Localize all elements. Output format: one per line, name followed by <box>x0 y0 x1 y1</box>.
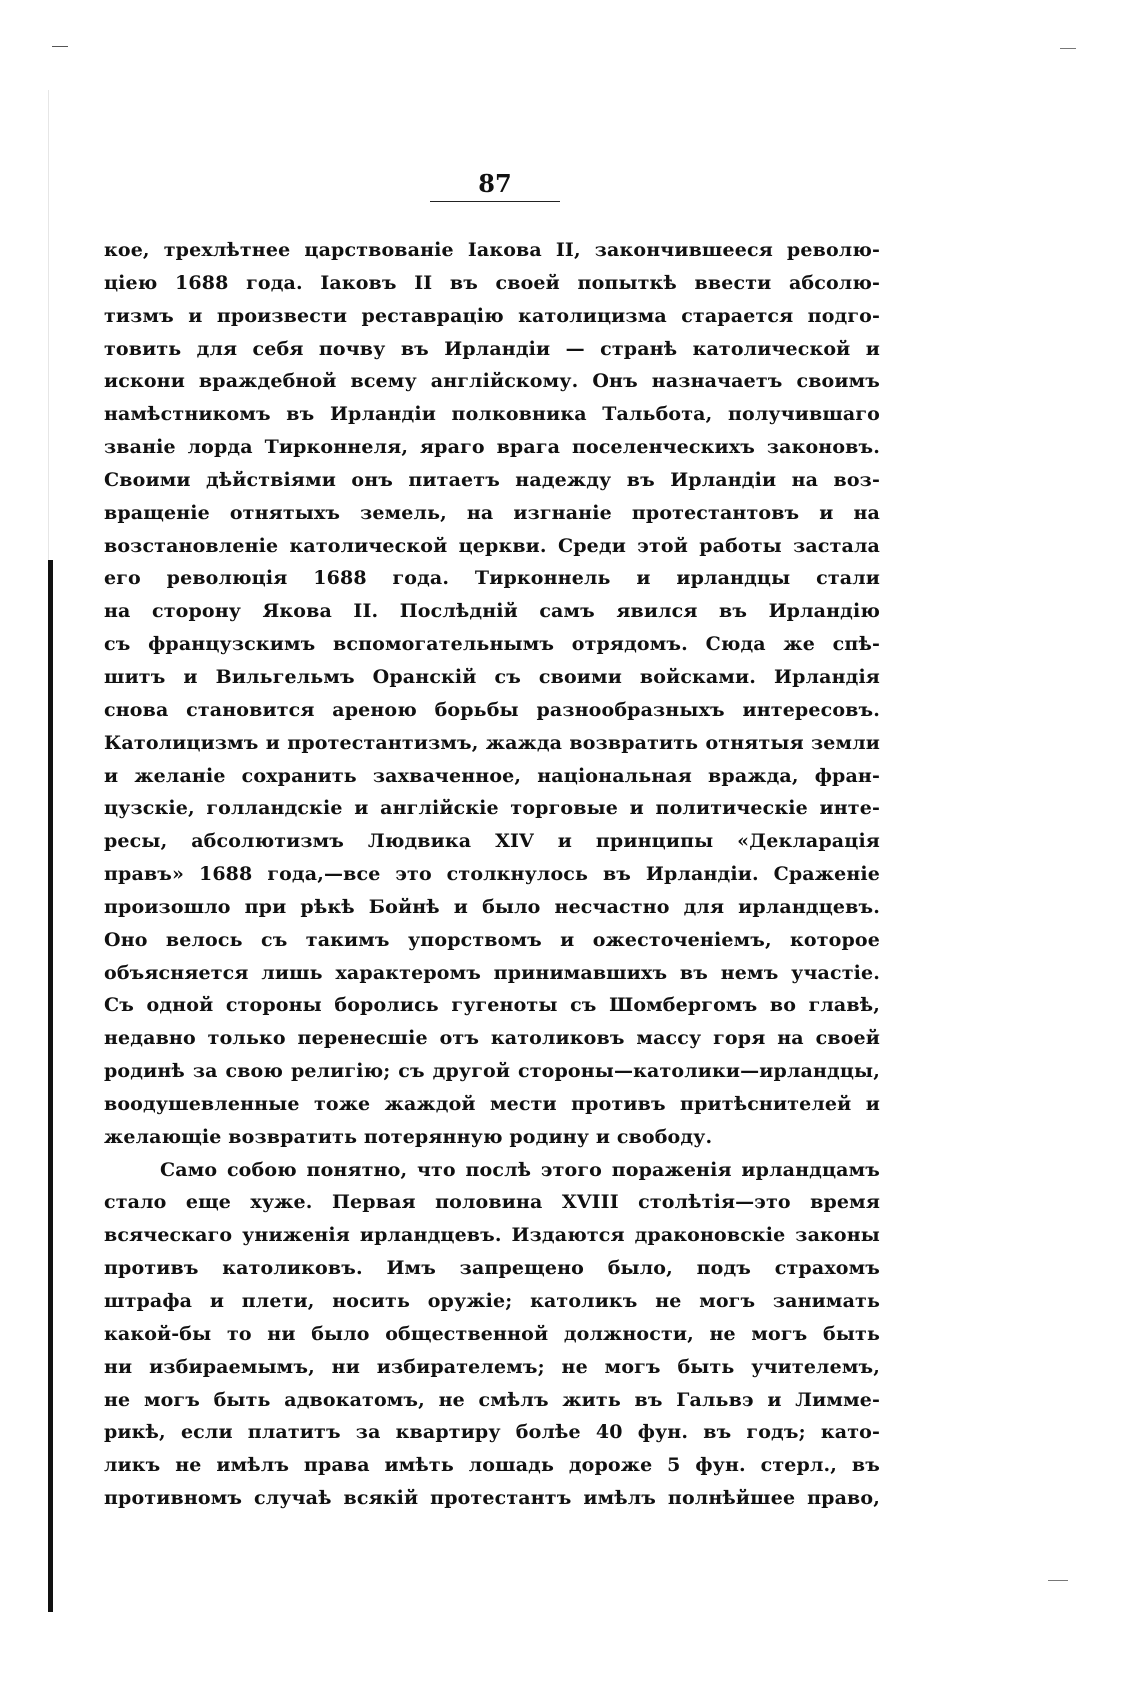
text-line: какой-бы то ни было общественной должности, не могъ быть <box>104 1322 880 1345</box>
text-line: ликъ не имѣлъ права имѣть лошадь дороже 5 фун. стерл., въ <box>104 1454 880 1477</box>
text-line: желающіе возвратить потерянную родину и свободу. <box>104 1125 713 1148</box>
text-line: и желаніе сохранить захваченное, національная вражда, фран- <box>104 764 880 787</box>
paragraph <box>104 1154 880 1515</box>
scan-mark <box>52 46 68 47</box>
text-line: Само собою понятно, что послѣ этого пораженія ирландцамъ <box>160 1158 880 1181</box>
text-line: съ французскимъ вспомогательнымъ отрядомъ. Сюда же спѣ- <box>104 633 880 656</box>
text-line: рикѣ, если платитъ за квартиру болѣе 40 фун. въ годъ; като- <box>104 1421 880 1444</box>
text-line: снова становится ареною борьбы разнообразныхъ интересовъ. <box>104 698 880 721</box>
text-line: тизмъ и произвести реставрацію католицизма старается подго- <box>104 304 880 327</box>
text-line: воодушевленные тоже жаждой мести противъ притѣснителей и <box>104 1092 880 1115</box>
text-line: вращеніе отнятыхъ земель, на изгнаніе протестантовъ и на <box>104 501 880 524</box>
text-line: ни избираемымъ, ни избирателемъ; не могъ быть учителемъ, <box>104 1355 880 1378</box>
scan-mark <box>1060 48 1076 49</box>
text-line: противномъ случаѣ всякій протестантъ имѣлъ полнѣйшее право, <box>104 1487 880 1510</box>
text-line: Съ одной стороны боролись гугеноты съ Шомбергомъ во главѣ, <box>104 994 880 1017</box>
text-line: стало еще хуже. Первая половина XVIII столѣтія—это время <box>104 1191 880 1214</box>
page-edge-shadow <box>48 90 49 560</box>
text-line: родинѣ за свою религію; съ другой стороны—католики—ирландцы, <box>104 1060 880 1083</box>
text-line: правъ» 1688 года,—все это столкнулось въ Ирландіи. Сраженіе <box>104 863 880 886</box>
paragraph <box>104 234 880 1154</box>
text-line: цузскіе, голландскіе и англійскіе торговые и политическіе инте- <box>104 797 880 820</box>
text-line: товить для себя почву въ Ирландіи — странѣ католической и <box>104 337 880 360</box>
text-line: не могъ быть адвокатомъ, не смѣлъ жить въ Гальвэ и Лимме- <box>104 1388 880 1411</box>
text-line: Оно велось съ такимъ упорствомъ и ожесточеніемъ, которое <box>104 928 880 951</box>
text-line: всяческаго униженія ирландцевъ. Издаются драконовскіе законы <box>104 1224 880 1247</box>
text-line: произошло при рѣкѣ Бойнѣ и было несчастно для ирландцевъ. <box>104 895 880 918</box>
text-line: возстановленіе католической церкви. Среди этой работы застала <box>104 534 880 557</box>
page-number: 87 <box>430 170 560 202</box>
text-line: Своими дѣйствіями онъ питаетъ надежду въ Ирландіи на воз- <box>104 468 880 491</box>
text-line: шитъ и Вильгельмъ Оранскій съ своими войсками. Ирландія <box>104 665 880 688</box>
body-text <box>104 234 880 1515</box>
text-line: противъ католиковъ. Имъ запрещено было, подъ страхомъ <box>104 1257 880 1280</box>
text-line: ціею 1688 года. Іаковъ II въ своей попыткѣ ввести абсолю- <box>104 271 880 294</box>
text-line: намѣстникомъ въ Ирландіи полковника Тальбота, получившаго <box>104 403 880 426</box>
text-line: на сторону Якова II. Послѣдній самъ явился въ Ирландію <box>104 600 880 623</box>
text-line: штрафа и плети, носить оружіе; католикъ не могъ занимать <box>104 1290 880 1312</box>
text-line: его революція 1688 года. Тирконнель и ирландцы стали <box>104 567 880 590</box>
text-line: кое, трехлѣтнее царствованіе Іакова II, закончившееся револю- <box>104 239 880 261</box>
text-line: объясняется лишь характеромъ принимавшихъ въ немъ участіе. <box>104 961 880 984</box>
text-line: недавно только перенесшіе отъ католиковъ массу горя на своей <box>104 1027 880 1050</box>
text-line: званіе лорда Тирконнеля, яраго врага поселенческихъ законовъ. <box>104 436 880 459</box>
text-line: ресы, абсолютизмъ Людвика XIV и принципы «Декларація <box>104 830 880 853</box>
text-line: искони враждебной всему англійскому. Онъ назначаетъ своимъ <box>104 370 880 393</box>
page-binding-edge <box>48 560 53 1612</box>
scan-mark <box>1048 1580 1068 1581</box>
text-line: Католицизмъ и протестантизмъ, жажда возвратить отнятыя земли <box>104 731 880 754</box>
